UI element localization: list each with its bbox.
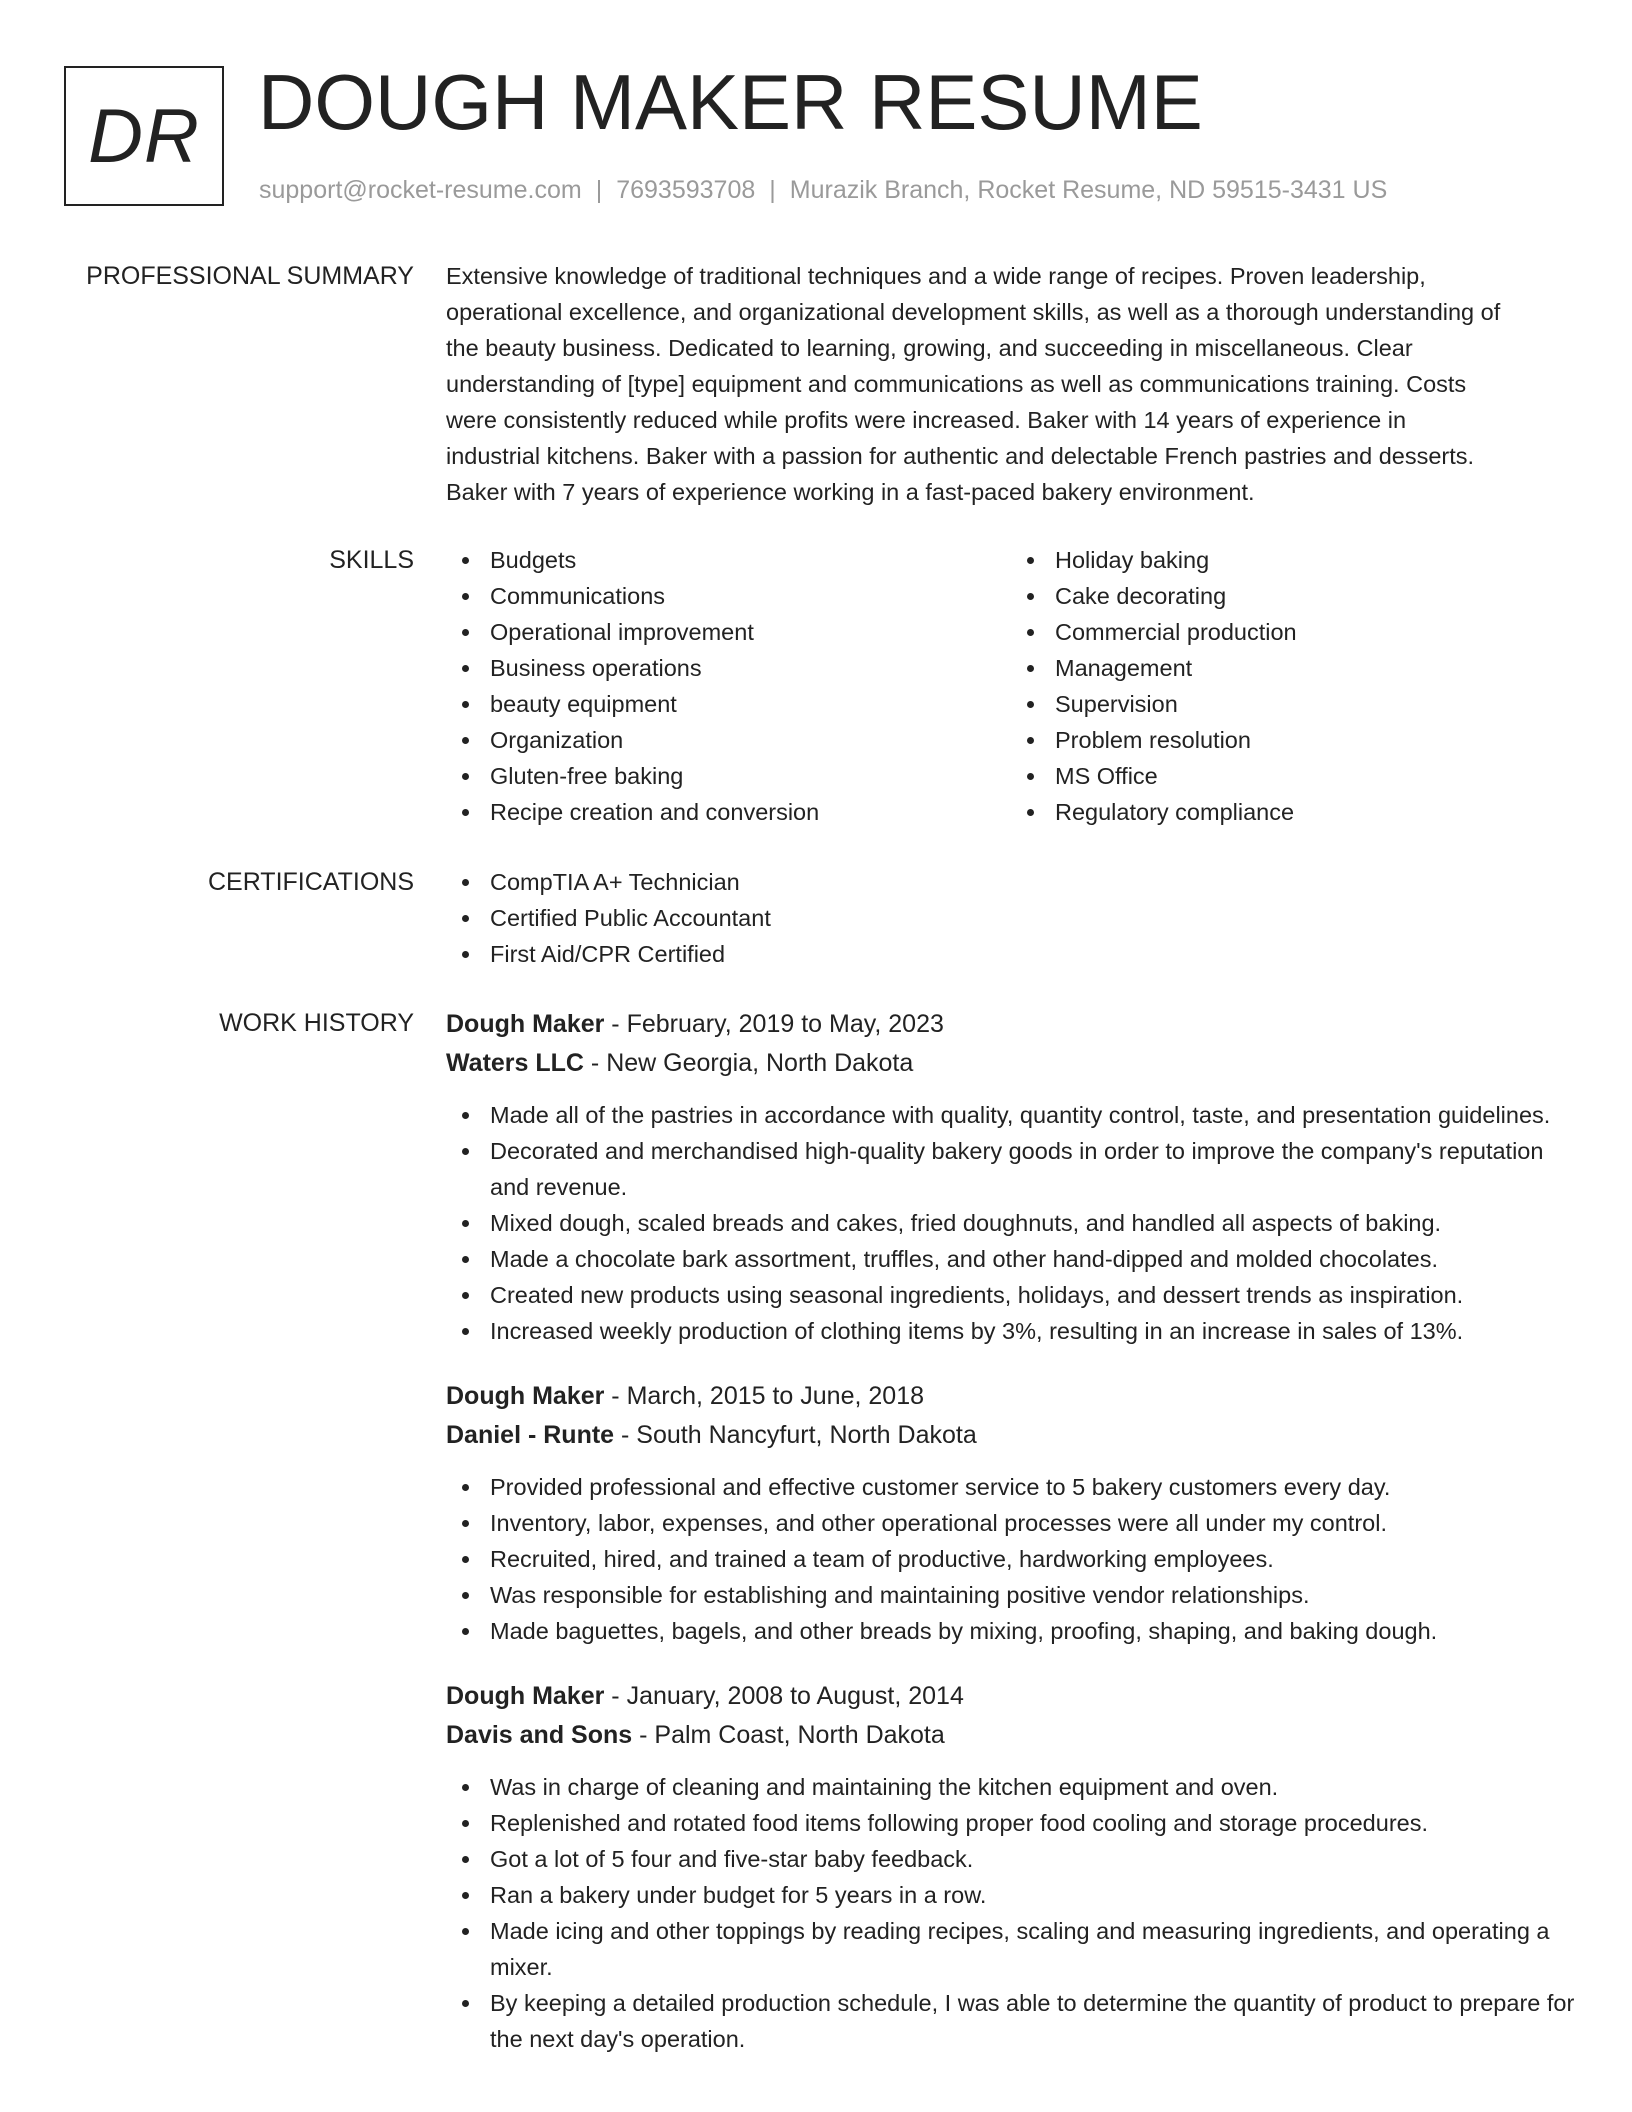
job-title: Dough Maker: [446, 1010, 605, 1038]
contact-separator: |: [595, 176, 603, 204]
certifications-list: [446, 864, 1576, 972]
skill-item: Holiday baking: [1055, 542, 1576, 578]
skill-item: Management: [1055, 650, 1576, 686]
monogram-badge: [64, 66, 224, 206]
job-duty: Ran a bakery under budget for 5 years in a row.: [490, 1877, 1576, 1913]
skill-item: Operational improvement: [490, 614, 1011, 650]
skill-item: beauty equipment: [490, 686, 1011, 722]
job-company-line: [446, 1716, 1576, 1755]
job-title-line: [446, 1005, 1576, 1044]
skill-item: Recipe creation and conversion: [490, 794, 1011, 830]
job-location: - New Georgia, North Dakota: [583, 1049, 914, 1077]
job-duty: Decorated and merchandised high-quality bakery goods in order to improve the company's reputation and revenue.: [490, 1133, 1576, 1205]
job-duty: By keeping a detailed production schedule, I was able to determine the quantity of product to prepare for the next day's operation.: [490, 1985, 1576, 2057]
job-duty: Replenished and rotated food items following proper food cooling and storage procedures.: [490, 1805, 1576, 1841]
job-duties-list: [446, 1769, 1576, 2057]
job-duties-list: [446, 1097, 1576, 1349]
job-company: Davis and Sons: [446, 1721, 633, 1749]
summary-line: Baker with 7 years of experience working in a fast-paced bakery environment.: [446, 479, 1255, 505]
contact-address: Murazik Branch, Rocket Resume, ND 59515-3431 US: [789, 176, 1388, 204]
certifications-body: [446, 864, 1576, 972]
job-duty: Provided professional and effective customer service to 5 bakery customers every day.: [490, 1469, 1576, 1505]
section-label-skills: SKILLS: [329, 546, 414, 574]
job-duty: Was responsible for establishing and maintaining positive vendor relationships.: [490, 1577, 1576, 1613]
contact-separator: |: [769, 176, 776, 204]
job-duty: Made icing and other toppings by reading recipes, scaling and measuring ingredients, and operating a mixer.: [490, 1913, 1576, 1985]
job-title-line: [446, 1677, 1576, 1716]
job-location: - South Nancyfurt, North Dakota: [614, 1421, 977, 1449]
work-history-body: [446, 1005, 1576, 2085]
summary-line: understanding of [type] equipment and communications as well as communications training. Costs: [446, 371, 1467, 397]
job-entry: [446, 1677, 1576, 2057]
job-dates: - February, 2019 to May, 2023: [604, 1010, 944, 1038]
skill-item: Commercial production: [1055, 614, 1576, 650]
job-title: Dough Maker: [446, 1682, 605, 1710]
summary-text: [446, 258, 1576, 510]
job-location: - Palm Coast, North Dakota: [632, 1721, 945, 1749]
contact-email: support@rocket-resume.com: [259, 176, 582, 204]
certification-item: CompTIA A+ Technician: [490, 864, 1576, 900]
job-dates: - March, 2015 to June, 2018: [604, 1382, 925, 1410]
summary-line: were consistently reduced while profits were increased. Baker with 14 years of experience in: [446, 407, 1407, 433]
job-title: Dough Maker: [446, 1382, 605, 1410]
skill-item: Communications: [490, 578, 1011, 614]
job-duty: Mixed dough, scaled breads and cakes, fried doughnuts, and handled all aspects of baking.: [490, 1205, 1576, 1241]
job-duties-list: [446, 1469, 1576, 1649]
job-duty: Increased weekly production of clothing items by 3%, resulting in an increase in sales of 13%.: [490, 1313, 1576, 1349]
skill-item: Gluten-free baking: [490, 758, 1011, 794]
section-label-certifications: CERTIFICATIONS: [207, 868, 414, 896]
job-duty: Inventory, labor, expenses, and other operational processes were all under my control.: [490, 1505, 1576, 1541]
contact-line: [259, 174, 1387, 206]
certification-item: Certified Public Accountant: [490, 900, 1576, 936]
summary-line: the beauty business. Dedicated to learning, growing, and succeeding in miscellaneous. Clear: [446, 335, 1413, 361]
skill-item: Supervision: [1055, 686, 1576, 722]
job-duty: Recruited, hired, and trained a team of productive, hardworking employees.: [490, 1541, 1576, 1577]
skill-item: Budgets: [490, 542, 1011, 578]
job-duty: Made a chocolate bark assortment, truffles, and other hand-dipped and molded chocolates.: [490, 1241, 1576, 1277]
skill-item: Organization: [490, 722, 1011, 758]
skill-item: MS Office: [1055, 758, 1576, 794]
certification-item: First Aid/CPR Certified: [490, 936, 1576, 972]
skill-item: Problem resolution: [1055, 722, 1576, 758]
summary-line: operational excellence, and organizational development skills, as well as a thorough understanding of: [446, 299, 1501, 325]
job-title-line: [446, 1377, 1576, 1416]
contact-phone: 7693593708: [616, 176, 756, 204]
job-company-line: [446, 1416, 1576, 1455]
skill-item: Cake decorating: [1055, 578, 1576, 614]
job-company-line: [446, 1044, 1576, 1083]
section-label-work-history: WORK HISTORY: [219, 1009, 414, 1037]
job-duty: Was in charge of cleaning and maintaining the kitchen equipment and oven.: [490, 1769, 1576, 1805]
resume-title: DOUGH MAKER RESUME: [258, 58, 1203, 146]
job-dates: - January, 2008 to August, 2014: [604, 1682, 964, 1710]
summary-line: industrial kitchens. Baker with a passion for authentic and delectable French pastries and desserts.: [446, 443, 1475, 469]
summary-line: Extensive knowledge of traditional techniques and a wide range of recipes. Proven leadership,: [446, 263, 1426, 289]
skills-list-right: [1011, 542, 1576, 830]
job-company: Waters LLC: [446, 1049, 584, 1077]
job-duty: Created new products using seasonal ingredients, holidays, and dessert trends as inspiration.: [490, 1277, 1576, 1313]
skill-item: Regulatory compliance: [1055, 794, 1576, 830]
job-duty: Made all of the pastries in accordance with quality, quantity control, taste, and presentation guidelines.: [490, 1097, 1576, 1133]
job-duty: Got a lot of 5 four and five-star baby feedback.: [490, 1841, 1576, 1877]
job-duty: Made baguettes, bagels, and other breads by mixing, proofing, shaping, and baking dough.: [490, 1613, 1576, 1649]
skills-list-left: [446, 542, 1011, 830]
job-company: Daniel - Runte: [446, 1421, 615, 1449]
skills-body: [446, 542, 1576, 830]
monogram-initials: DR: [88, 93, 200, 179]
job-entry: [446, 1005, 1576, 1349]
summary-body: [446, 258, 1576, 510]
section-label-summary: PROFESSIONAL SUMMARY: [86, 262, 414, 290]
job-entry: [446, 1377, 1576, 1649]
skill-item: Business operations: [490, 650, 1011, 686]
